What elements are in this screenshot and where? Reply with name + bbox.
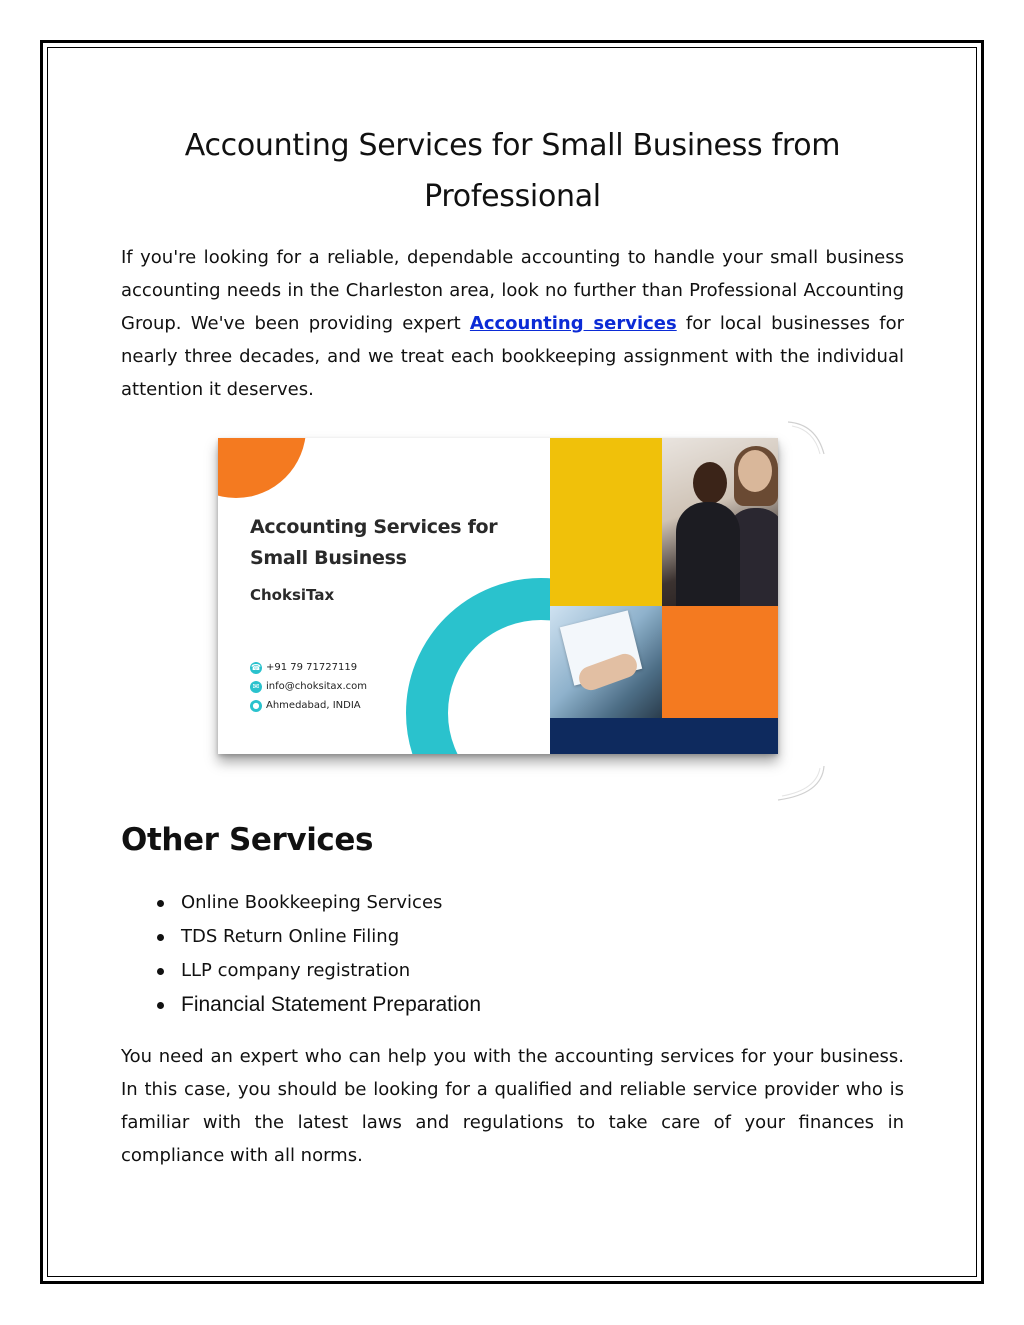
list-item [121,920,904,954]
list-item [121,954,904,988]
intro-text-after: for local businesses for nearly three decades, and we treat each bookkeeping assignment with the individual attention it deserves. [121,313,904,400]
contact-location-text: Ahmedabad, INDIA [266,700,361,711]
services-section [121,820,904,1172]
orange-block [662,606,778,718]
person-head-shape [693,462,727,504]
contact-location [250,696,367,715]
intro-paragraph [121,241,904,406]
person-body-shape [676,502,740,606]
orange-circle-shape [218,438,306,498]
service-label: LLP company registration [181,960,411,981]
services-list [121,886,904,1022]
closing-paragraph: You need an expert who can help you with the accounting services for your business. In this case, you should be looking for a qualified and reliable service provider who is familiar with the latest laws and regulations to take care of your finances in compliance with all norms. [121,1046,904,1166]
navy-block [550,718,778,754]
document-title: Accounting Services for Small Business from Professional [184,128,841,214]
service-label: Financial Statement Preparation [181,993,481,1016]
list-item [121,886,904,920]
service-label: Online Bookkeeping Services [181,892,443,913]
contact-email-text: info@choksitax.com [266,681,367,692]
bullet-icon [157,1002,164,1009]
banner-heading: Accounting Services for Small Business [250,516,498,569]
banner-brand: ChoksiTax [250,586,335,604]
corner-decoration-bottom [776,764,828,804]
yellow-block [550,438,662,606]
promo-banner [218,438,778,754]
contact-email [250,677,367,696]
phone-icon: ☎ [251,662,261,672]
bullet-icon [157,968,164,975]
document-content [121,120,904,406]
banner-card [218,438,778,754]
service-label: TDS Return Online Filing [181,926,400,947]
location-icon: ● [250,700,262,712]
list-item [121,988,904,1022]
contact-phone-text: +91 79 71727119 [266,662,358,673]
contact-phone [250,658,367,677]
bullet-icon [157,900,164,907]
email-icon: ✉ [250,681,262,693]
other-services-heading: Other Services [121,822,374,858]
bullet-icon [157,934,164,941]
person-head-shape [738,450,772,492]
intro-text-before: If you're looking for a reliable, dependable accounting to handle your small business accounting needs in the Charleston area, look no further than Professional Accounting Group. We've been providing expert [121,247,904,334]
corner-decoration-top [786,420,828,456]
accounting-services-link[interactable]: Accounting services [469,313,677,334]
banner-contacts [250,658,367,715]
